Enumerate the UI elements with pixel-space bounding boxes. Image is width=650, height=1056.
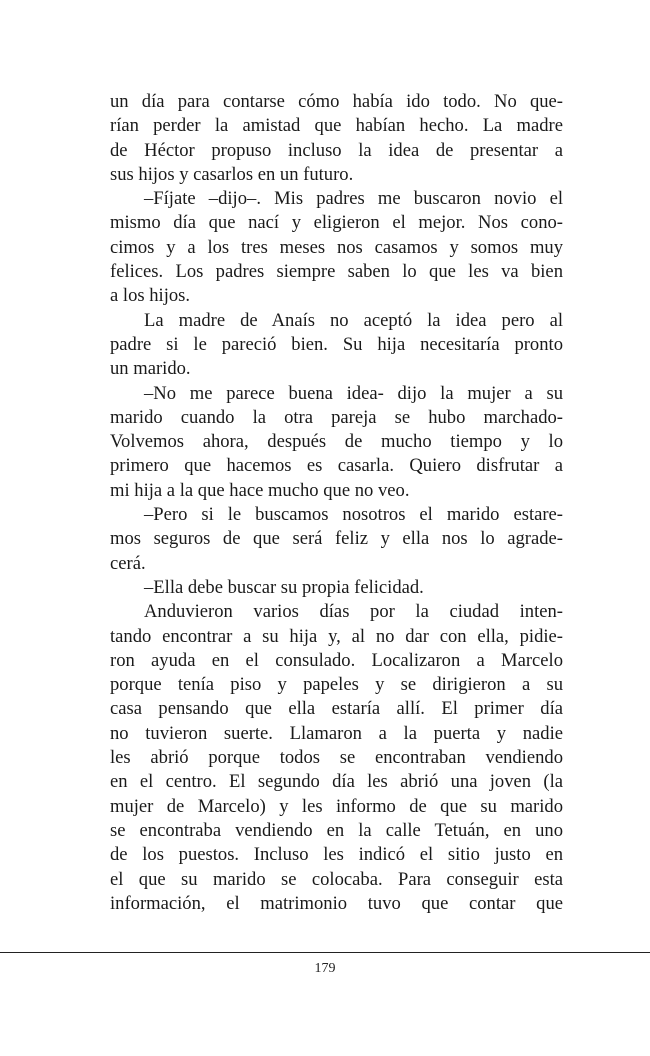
text-line: tando encontrar a su hija y, al no dar con ella, pidie- (110, 625, 563, 647)
text-line: mismo día que nací y eligieron el mejor. Nos cono- (110, 212, 563, 234)
footer-rule (0, 952, 650, 953)
text-line: en el centro. El segundo día les abrió una joven (la (110, 771, 563, 793)
text-line: un día para contarse cómo había ido todo. No que- (110, 91, 563, 112)
text-line: La madre de Anaís no aceptó la idea pero al (144, 309, 563, 331)
page-number: 179 (314, 961, 336, 976)
text-line: un marido. (110, 358, 191, 380)
text-line: mos seguros de que será feliz y ella nos lo agrade- (110, 528, 563, 550)
text-line: rían perder la amistad que habían hecho. La madre (110, 115, 563, 137)
text-line: el que su marido se colocaba. Para conseguir esta (110, 868, 563, 890)
text-line: mujer de Marcelo) y les informo de que su marido (110, 795, 563, 817)
text-line: de los puestos. Incluso les indicó el sitio justo en (110, 844, 563, 866)
text-line: casa pensando que ella estaría allí. El primer día (110, 698, 563, 720)
text-line: –Fíjate –dijo–. Mis padres me buscaron novio el (144, 188, 563, 210)
text-line: Anduvieron varios días por la ciudad inten- (144, 601, 563, 623)
text-line: de Héctor propuso incluso la idea de presentar a (110, 139, 563, 161)
text-line: mi hija a la que hace mucho que no veo. (110, 479, 410, 501)
text-line: se encontraba vendiendo en la calle Tetuán, en uno (110, 819, 563, 841)
text-line: primero que hacemos es casarla. Quiero disfrutar a (110, 455, 563, 477)
text-line: marido cuando la otra pareja se hubo marchado- (110, 406, 563, 428)
text-line: –No me parece buena idea- dijo la mujer a su (144, 382, 563, 404)
text-line: felices. Los padres siempre saben lo que les va bien (110, 261, 563, 283)
body-text (110, 90, 563, 916)
text-line: cerá. (110, 552, 146, 574)
text-line: –Ella debe buscar su propia felicidad. (144, 576, 424, 598)
text-line: a los hijos. (110, 285, 191, 307)
text-line: información, el matrimonio tuvo que contar que (110, 892, 563, 914)
text-line: –Pero si le buscamos nosotros el marido estare- (144, 504, 563, 526)
text-line: padre si le pareció bien. Su hija necesitaría pronto (110, 333, 563, 355)
text-line: sus hijos y casarlos en un futuro. (110, 163, 354, 185)
text-line: no tuvieron suerte. Llamaron a la puerta y nadie (110, 722, 563, 744)
text-line: ron ayuda en el consulado. Localizaron a Marcelo (110, 649, 563, 671)
text-line: porque tenía piso y papeles y se dirigieron a su (110, 674, 563, 696)
text-line: cimos y a los tres meses nos casamos y somos muy (110, 236, 563, 258)
text-line: Volvemos ahora, después de mucho tiempo y lo (110, 431, 563, 453)
text-line: les abrió porque todos se encontraban vendiendo (110, 747, 563, 769)
